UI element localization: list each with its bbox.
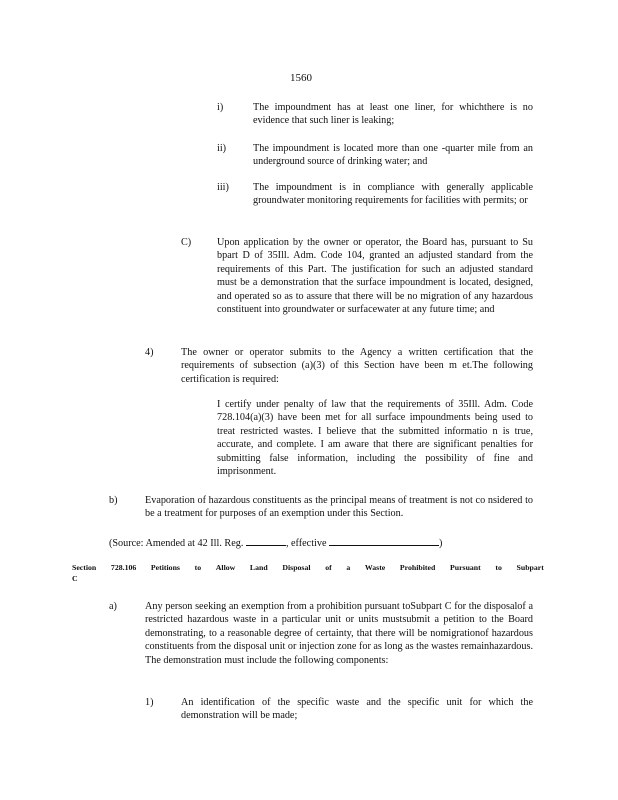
source-close: ) (439, 538, 443, 549)
heading-word: Allow (215, 563, 236, 572)
item-ii-text: The impoundment is located more than one -quarter mile from an underground source of drinking water; and (253, 143, 533, 168)
heading-word: of (325, 563, 332, 572)
item-b-text: Evaporation of hazardous constituents as the principal means of treatment is not co nsidered to be a treatment for purposes of an exemption under this Section. (145, 495, 533, 520)
effective-date-blank (329, 535, 439, 546)
heading-word: Disposal (282, 563, 311, 572)
heading-word: Petitions (150, 563, 180, 572)
item-C-text: Upon application by the owner or operator, the Board has, pursuant to Su bpart D of 35Ill. Adm. Code 104, granted an adjusted standard from the requirements of this Part. The justification for such an adjusted standard must be a demonstration that the surface impoundment is located, designed, and operated so as to assure that there will be no migration of any hazardous constituent into groundwater or surfacewater at any future time; and (217, 237, 533, 316)
source-text: (Source: Amended at 42 Ill. Reg. (109, 538, 244, 549)
item-i-text: The impoundment has at least one liner, for whichthere is no evidence that such liner is leaking; (253, 102, 533, 127)
heading-word: Land (249, 563, 268, 572)
register-blank (246, 535, 286, 546)
heading-word: Waste (364, 563, 386, 572)
item-1-text: An identification of the specific waste and the specific unit for which the demonstration will be made; (181, 697, 533, 722)
page-number: 1560 (290, 72, 312, 84)
source-effective: , effective (285, 538, 327, 549)
heading-word: 728.106 (110, 563, 137, 572)
heading-word: Subpart (516, 563, 544, 572)
section-a-label: a) (109, 601, 117, 612)
heading-word: to (495, 563, 502, 572)
heading-wrap: C (72, 574, 78, 583)
section-heading (72, 562, 544, 584)
item-1-label: 1) (145, 697, 154, 708)
item-iii-text: The impoundment is in compliance with generally applicable groundwater monitoring requirements for facilities with permits; or (253, 182, 533, 207)
heading-word: Prohibited (399, 563, 436, 572)
item-b-label: b) (109, 495, 118, 506)
heading-word: Pursuant (449, 563, 481, 572)
item-C-label: C) (181, 237, 192, 248)
item-ii-label: ii) (217, 143, 227, 154)
item-iii-label: iii) (217, 182, 229, 193)
section-a-text: Any person seeking an exemption from a prohibition pursuant toSubpart C for the disposalof a restricted hazardous waste in a particular unit or units mustsubmit a petition to the Board demonstrating, to a reasonable degree of certainty, that there will be nomigrationof hazardous constituents from the disposal unit or injection zone for as long as the wastes remainhazardous. The demonstration must include the following components: (145, 601, 533, 666)
item-4-label: 4) (145, 347, 154, 358)
item-i-label: i) (217, 102, 224, 113)
heading-word: to (194, 563, 202, 572)
heading-word: Section (72, 563, 97, 572)
item-4-text: The owner or operator submits to the Agency a written certification that the requirements of subsection (a)(3) of this Section have been m et.The following certification is required: (181, 347, 533, 385)
certification-text: I certify under penalty of law that the requirements of 35Ill. Adm. Code 728.104(a)(3) have been met for all surface impoundments being used to treat restricted wastes. I believe that the submitted informatio n is true, accurate, and complete. I am aware that there are significant penalties for submitting false information, including the possibility of fine and imprisonment. (217, 399, 533, 478)
source-line (109, 535, 549, 550)
heading-word: a (346, 563, 351, 572)
